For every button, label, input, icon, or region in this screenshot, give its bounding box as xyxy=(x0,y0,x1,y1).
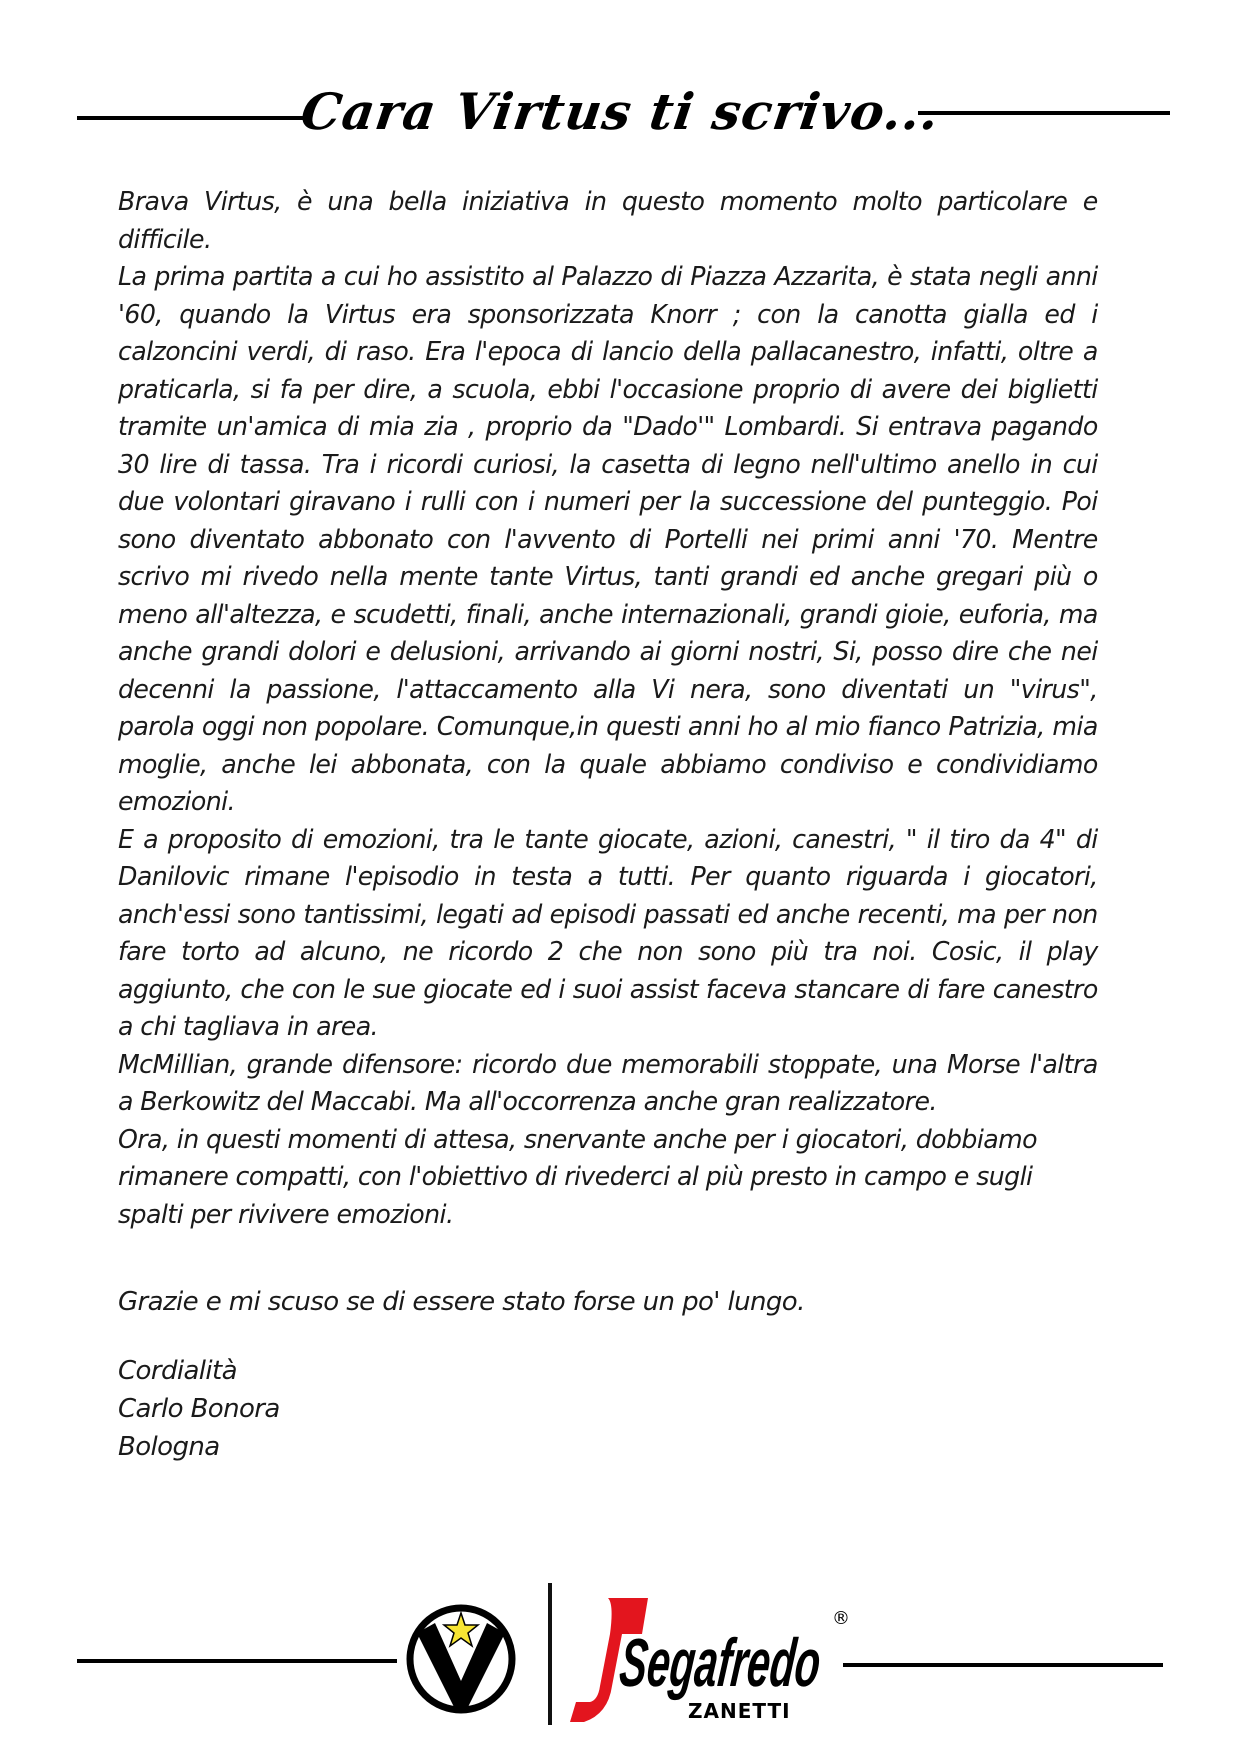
segafredo-wordmark: Segafredo xyxy=(616,1625,957,1701)
footer-rule-left xyxy=(77,1659,397,1663)
signature-salutation: Cordialità xyxy=(118,1356,237,1386)
segafredo-registered-mark: ® xyxy=(832,1608,850,1629)
page-title: Cara Virtus ti scrivo... xyxy=(297,82,944,141)
letter-paragraph: Ora, in questi momenti di attesa, snervante anche per i giocatori, dobbiamo rimanere compatti, con l'obiettivo di rivederci al più presto in campo e sugli spalti per rivivere emozioni. xyxy=(118,1124,1037,1230)
letter-paragraph: Brava Virtus, è una bella iniziativa in questo momento molto particolare e difficile. xyxy=(118,187,1098,255)
footer-rule-right xyxy=(843,1663,1163,1667)
virtus-logo-icon xyxy=(405,1603,517,1715)
letter-paragraph: La prima partita a cui ho assistito al Palazzo di Piazza Azzarita, è stata negli anni '60, quando la Virtus era sponsorizzata Knorr ; con la canotta gialla ed i calzoncini verdi, di raso. Era l'epoca di lancio della pallacanestro, infatti, oltre a praticarla, si fa per dire, a scuola, ebbi l'occasione proprio di avere dei biglietti tramite un'amica di mia zia , proprio da "Dado'" Lombardi. Si entrava pagando 30 lire di tassa. Tra i ricordi curiosi, la casetta di legno nell'ultimo anello in cui due volontari giravano i rulli con i numeri per la successione del punteggio. Poi sono diventato abbonato con l'avvento di Portelli nei primi anni '70. Mentre scrivo mi rivedo nella mente tante Virtus, tanti grandi ed anche gregari più o meno all'altezza, e scudetti, finali, anche internazionali, grandi gioie, euforia, ma anche grandi dolori e delusioni, arrivando ai giorni nostri, Si, posso dire che nei decenni la passione, l'attaccamento alla Vi nera, sono diventati un "virus", parola oggi non popolare. Comunque,in questi anni ho al mio fianco Patrizia, mia moglie, anche lei abbonata, con la quale abbiamo condiviso e condividiamo emozioni. xyxy=(118,262,1098,817)
logo-divider xyxy=(548,1583,552,1725)
signature-name: Carlo Bonora xyxy=(118,1394,280,1424)
signature-block xyxy=(118,1352,280,1466)
segafredo-logo xyxy=(570,1590,957,1730)
letter-body xyxy=(118,184,1098,1234)
letter-paragraph: E a proposito di emozioni, tra le tante giocate, azioni, canestri, " il tiro da 4" di Danilovic rimane l'episodio in testa a tutti. Per quanto riguarda i giocatori, anch'essi sono tantissimi, legati ad episodi passati ed anche recenti, ma per non fare torto ad alcuno, ne ricordo 2 che non sono più tra noi. Cosic, il play aggiunto, che con le sue giocate ed i suoi assist faceva stancare di fare canestro a chi tagliava in area. xyxy=(118,824,1098,1042)
signature-city: Bologna xyxy=(118,1432,220,1462)
letter-paragraph: McMillian, grande difensore: ricordo due memorabili stoppate, una Morse l'altra a Berkowitz del Maccabi. Ma all'occorrenza anche gran realizzatore. xyxy=(118,1049,1098,1117)
letter-closing: Grazie e mi scuso se di essere stato forse un po' lungo. xyxy=(118,1287,805,1317)
segafredo-subtitle: ZANETTI xyxy=(688,1699,791,1723)
